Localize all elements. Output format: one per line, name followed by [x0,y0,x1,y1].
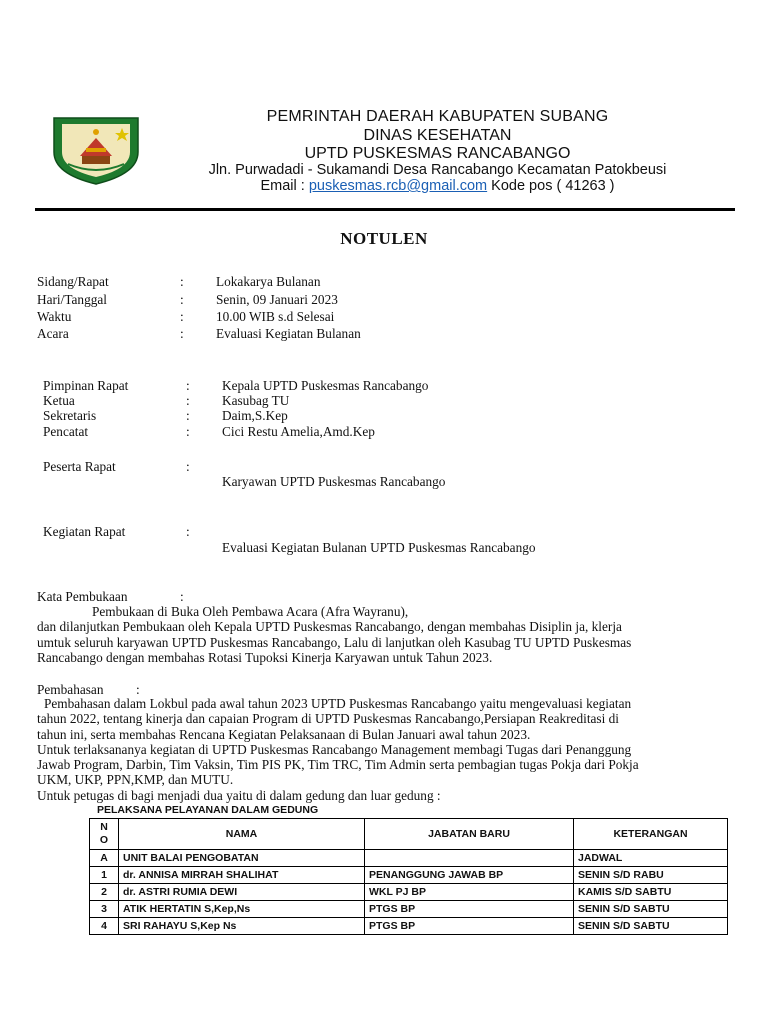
paragraph-line: Jawab Program, Darbin, Tim Vaksin, Tim PIS PK, Tim TRC, Tim Admin serta pembagian tugas Pokja dari Pokja [37,757,639,773]
paragraph-line: Untuk petugas di bagi menjadi dua yaitu di dalam gedung dan luar gedung : [37,787,441,803]
official-value: Daim,S.Kep [222,408,288,423]
cell-no: 3 [90,901,119,918]
column-header-keterangan: KETERANGAN [574,819,728,850]
table-row [90,867,728,884]
cell-jabatan: PTGS BP [365,918,574,935]
paragraph-line: umtuk seluruh karyawan UPTD Puskesmas Rancabango, Lalu di lanjutkan oleh Kasubag TU UPTD Puskesmas [37,634,632,650]
subang-regency-logo [50,112,142,186]
meta-value: Lokakarya Bulanan [216,274,321,289]
official-value: Cici Restu Amelia,Amd.Kep [222,424,375,439]
official-value: Kasubag TU [222,393,290,408]
colon: : [186,393,190,408]
postcode: Kode pos ( 41263 ) [487,178,615,194]
letterhead-government: PEMRINTAH DAERAH KABUPATEN SUBANG [266,108,609,125]
colon: : [186,459,190,474]
table-row [90,850,728,867]
paragraph-line: dan dilanjutkan Pembukaan oleh Kepala UPTD Puskesmas Rancabango, dengan membahas Disiplin ja, klerja [37,619,622,635]
letterhead-department: DINAS KESEHATAN [363,127,512,144]
cell-keterangan: SENIN S/D SABTU [574,901,728,918]
colon: : [186,424,190,439]
table-row [90,901,728,918]
cell-jabatan: PTGS BP [365,901,574,918]
meta-value: Evaluasi Kegiatan Bulanan [216,326,361,341]
paragraph-line: Pembahasan dalam Lokbul pada awal tahun 2023 UPTD Puskesmas Rancabango yaitu mengevaluasi kegiatan [44,696,632,711]
column-header-nama: NAMA [119,819,365,850]
kegiatan-value: Evaluasi Kegiatan Bulanan UPTD Puskesmas Rancabango [222,540,536,555]
cell-nama: UNIT BALAI PENGOBATAN [119,850,365,867]
table-title: PELAKSANA PELAYANAN DALAM GEDUNG [97,804,319,816]
table-row [90,884,728,901]
document-title: NOTULEN [340,229,428,248]
colon: : [136,682,140,697]
peserta-label: Peserta Rapat [43,459,116,474]
official-label: Sekretaris [43,408,97,423]
official-value: Kepala UPTD Puskesmas Rancabango [222,378,429,393]
cell-no: 4 [90,918,119,935]
paragraph-line: UKM, UKP, PPN,KMP, dan MUTU. [37,772,234,788]
colon: : [186,524,190,539]
paragraph-line: Untuk terlaksananya kegiatan di UPTD Puskesmas Rancabango Management membagi Tugas dari Penanggung [37,741,632,757]
cell-no: 1 [90,867,119,884]
official-label: Pimpinan Rapat [43,378,129,393]
paragraph-line: tahun ini, serta membahas Rencana Kegiatan Pelaksanaan di Bulan Januari awal tahun 2023. [37,726,531,742]
meta-value: Senin, 09 Januari 2023 [216,292,338,307]
letterhead-contact [150,178,725,194]
pembukaan-paragraph [37,604,737,665]
colon: : [186,408,190,423]
official-label: Pencatat [43,424,89,439]
cell-jabatan [365,850,574,867]
kegiatan-label: Kegiatan Rapat [43,524,126,539]
cell-nama: SRI RAHAYU S,Kep Ns [119,918,365,935]
table-row [90,918,728,935]
colon: : [180,326,184,341]
column-header-jabatan: JABATAN BARU [365,819,574,850]
pembahasan-label: Pembahasan [37,682,104,697]
cell-keterangan: JADWAL [574,850,728,867]
cell-keterangan: KAMIS S/D SABTU [574,884,728,901]
letterhead-divider [35,208,735,211]
paragraph-line: Pembukaan di Buka Oleh Pembawa Acara (Afra Wayranu), [92,604,409,619]
table-header-row [90,819,728,850]
meta-label: Acara [37,326,69,341]
colon: : [180,292,184,307]
meta-label: Sidang/Rapat [37,274,109,289]
staff-table [89,818,728,935]
pembukaan-label: Kata Pembukaan [37,589,128,604]
email-prefix: Email : [260,178,309,194]
paragraph-line: tahun 2022, tentang kinerja dan capaian Program di UPTD Puskesmas Rancabango,Persiapan Reakreditasi di [37,711,619,727]
cell-no: 2 [90,884,119,901]
colon: : [180,274,184,289]
cell-nama: dr. ANNISA MIRRAH SHALIHAT [119,867,365,884]
colon: : [180,589,184,604]
cell-no: A [90,850,119,867]
meta-label: Waktu [37,309,72,324]
cell-nama: dr. ASTRI RUMIA DEWI [119,884,365,901]
cell-jabatan: WKL PJ BP [365,884,574,901]
official-label: Ketua [43,393,75,408]
cell-keterangan: SENIN S/D RABU [574,867,728,884]
email-link[interactable]: puskesmas.rcb@gmail.com [308,178,488,194]
cell-jabatan: PENANGGUNG JAWAB BP [365,867,574,884]
letterhead-institution: UPTD PUSKESMAS RANCABANGO [304,145,571,162]
paragraph-line: Rancabango dengan membahas Rotasi Tupoksi Kinerja Karyawan untuk Tahun 2023. [37,649,493,665]
column-header-no: N O [90,819,119,850]
pembahasan-paragraph [37,696,737,803]
colon: : [180,309,184,324]
meta-value: 10.00 WIB s.d Selesai [216,309,335,324]
cell-nama: ATIK HERTATIN S,Kep,Ns [119,901,365,918]
peserta-value: Karyawan UPTD Puskesmas Rancabango [222,474,446,489]
cell-keterangan: SENIN S/D SABTU [574,918,728,935]
colon: : [186,378,190,393]
letterhead-address: Jln. Purwadadi - Sukamandi Desa Rancabango Kecamatan Patokbeusi [208,162,667,178]
meta-label: Hari/Tanggal [37,292,107,307]
